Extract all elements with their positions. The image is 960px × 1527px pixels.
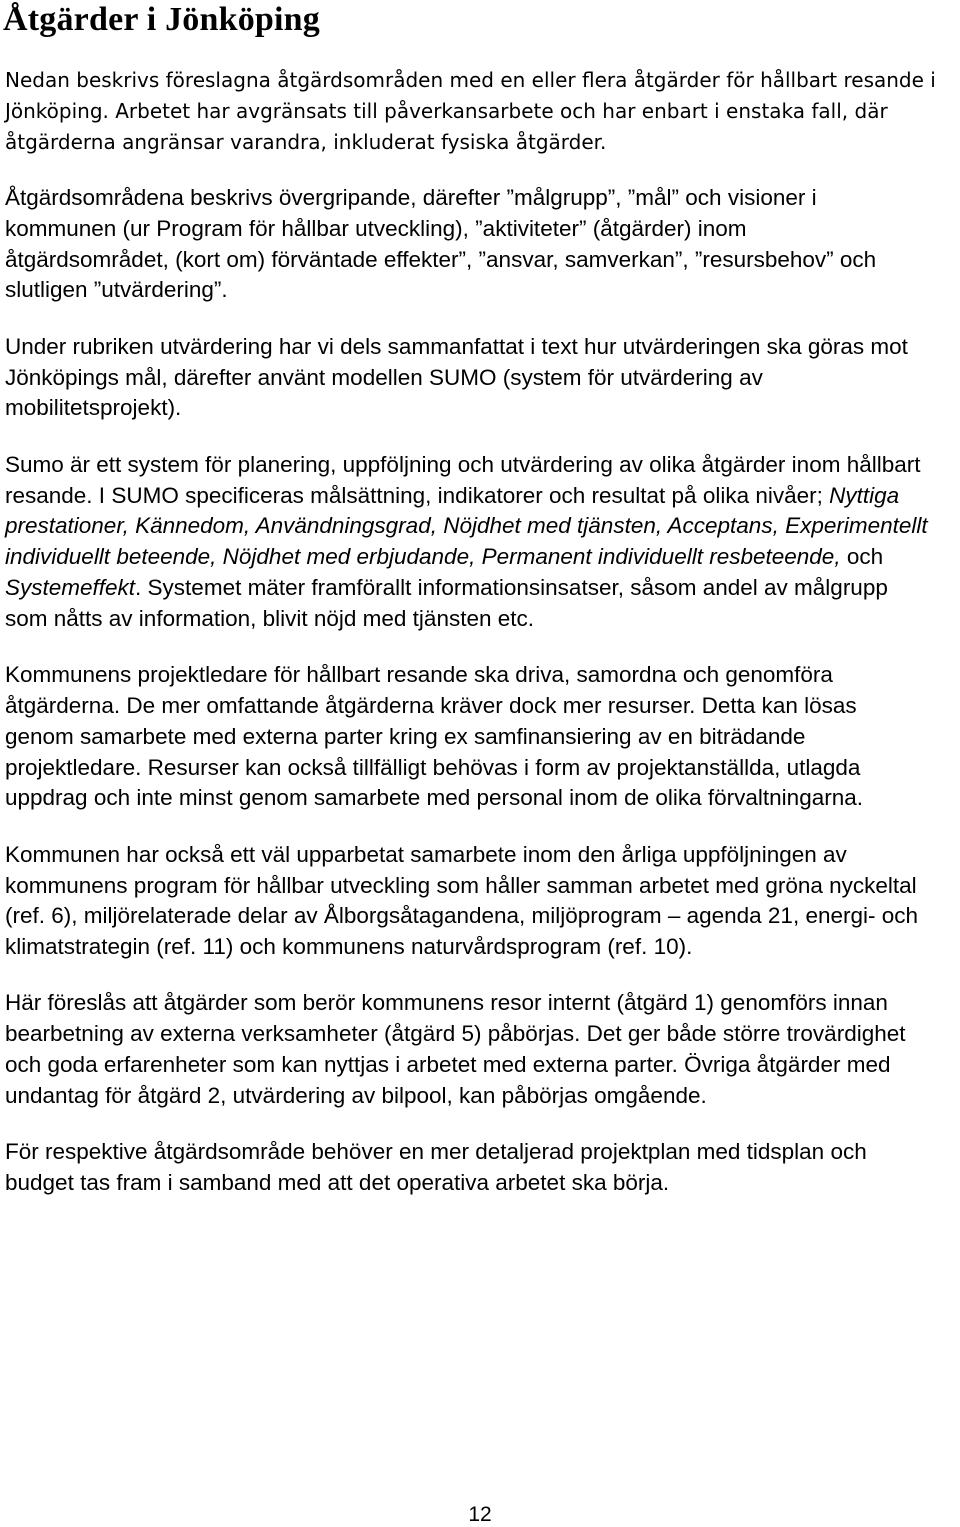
page-number: 12 — [468, 1503, 492, 1526]
text-line — [5, 393, 955, 424]
line-text: mobilitetsprojekt). — [5, 395, 182, 421]
line-text: kommunen (ur Program för hållbar utveckling), ”aktiviteter” (åtgärder) inom — [5, 215, 747, 241]
line-text: och goda erfarenheter som kan nyttjas i arbetet med externa parter. Övriga åtgärder med — [5, 1052, 891, 1078]
line-text: åtgärderna angränsar varandra, inkluderat fysiska åtgärder. — [5, 129, 607, 154]
text-line — [5, 1019, 955, 1050]
italic-term: individuellt beteende, Nöjdhet med erbjudande, Permanent individuellt resbeteende, — [5, 544, 841, 570]
paragraph-evaluation — [5, 332, 955, 424]
text-line — [5, 1081, 955, 1112]
text-line — [5, 783, 955, 814]
text-line — [5, 932, 955, 963]
text-line — [5, 363, 955, 394]
page-title: Åtgärder i Jönköping — [3, 1, 320, 38]
line-text — [5, 450, 921, 481]
paragraph-intro — [5, 65, 955, 157]
line-text — [5, 542, 883, 573]
line-text — [5, 511, 928, 542]
line-text — [5, 481, 899, 512]
text-segment: Sumo är ett system för planering, uppföljning och utvärdering av olika åtgärder inom hållbart — [5, 451, 921, 477]
text-segment: och — [840, 544, 884, 570]
text-line — [5, 604, 955, 635]
text-line — [5, 840, 955, 871]
text-line — [5, 332, 955, 363]
text-line — [5, 1050, 955, 1081]
line-text: kommunens program för hållbar utveckling som håller samman arbetet med gröna nyckeltal — [5, 872, 917, 898]
line-text — [5, 573, 888, 604]
text-line — [5, 127, 955, 158]
line-text: projektledare. Resurser kan också tillfälligt behövas i form av projektanställda, utlagda — [5, 754, 861, 780]
line-text: Här föreslås att åtgärder som berör kommunens resor internt (åtgärd 1) genomförs innan — [5, 990, 888, 1016]
line-text: klimatstrategin (ref. 11) och kommunens naturvårdsprogram (ref. 10). — [5, 934, 693, 960]
text-line — [5, 660, 955, 691]
line-text: Kommunen har också ett väl upparbetat samarbete inom den årliga uppföljningen av — [5, 841, 847, 867]
document-body — [5, 65, 955, 1224]
text-line — [5, 183, 955, 214]
text-line — [5, 753, 955, 784]
text-line — [5, 96, 955, 127]
text-line — [5, 481, 955, 512]
italic-term: prestationer, Kännedom, Användningsgrad, Nöjdhet med tjänsten, Acceptans, Experimentellt — [5, 513, 928, 539]
italic-term: Nyttiga — [829, 482, 900, 508]
paragraph-project-lead — [5, 660, 955, 814]
line-text: undantag för åtgärd 2, utvärdering av bilpool, kan påbörjas omgående. — [5, 1082, 707, 1108]
italic-term: Systemeffekt — [5, 574, 136, 600]
text-line — [5, 988, 955, 1019]
text-line — [5, 245, 955, 276]
paragraph-sumo — [5, 450, 955, 635]
line-text: Kommunens projektledare för hållbart resande ska driva, samordna och genomföra — [5, 662, 833, 688]
text-segment: som nåtts av information, blivit nöjd med tjänsten etc. — [5, 605, 535, 631]
text-segment: . Systemet mäter framförallt informationsinsatser, såsom andel av målgrupp — [135, 574, 888, 600]
text-line — [5, 1168, 955, 1199]
line-text: Åtgärdsområdena beskrivs övergripande, därefter ”målgrupp”, ”mål” och visioner i — [5, 184, 817, 210]
text-line — [5, 65, 955, 96]
paragraph-priority — [5, 988, 955, 1111]
text-line — [5, 901, 955, 932]
text-segment: resande. I SUMO specificeras målsättning, indikatorer och resultat på olika nivåer; — [5, 482, 830, 508]
line-text: budget tas fram i samband med att det operativa arbetet ska börja. — [5, 1170, 670, 1196]
line-text — [5, 604, 534, 635]
text-line — [5, 722, 955, 753]
line-text: Jönköpings mål, därefter använt modellen SUMO (system för utvärdering av — [5, 364, 763, 390]
line-text: slutligen ”utvärdering”. — [5, 277, 228, 303]
line-text: Under rubriken utvärdering har vi dels sammanfattat i text hur utvärderingen ska göras mot — [5, 333, 908, 359]
text-line — [5, 691, 955, 722]
line-text: genom samarbete med externa parter kring ex samfinansiering av en biträdande — [5, 723, 806, 749]
line-text: För respektive åtgärdsområde behöver en mer detaljerad projektplan med tidsplan och — [5, 1139, 867, 1165]
paragraph-planning — [5, 1137, 955, 1199]
text-line — [5, 1137, 955, 1168]
line-text: uppdrag och inte minst genom samarbete med personal inom de olika förvaltningarna. — [5, 785, 863, 811]
paragraph-structure — [5, 183, 955, 306]
line-text: åtgärderna. De mer omfattande åtgärderna kräver dock mer resurser. Detta kan lösas — [5, 692, 857, 718]
line-text: (ref. 6), miljörelaterade delar av Ålborgsåtagandena, miljöprogram – agenda 21, energi- och — [5, 903, 919, 929]
line-text: åtgärdsområdet, (kort om) förväntade effekter”, ”ansvar, samverkan”, ”resursbehov” och — [5, 246, 877, 272]
text-line — [5, 214, 955, 245]
text-line — [5, 450, 955, 481]
text-line — [5, 573, 955, 604]
line-text: Nedan beskrivs föreslagna åtgärdsområden med en eller flera åtgärder för hållbart resande i — [5, 68, 936, 92]
paragraph-cooperation — [5, 840, 955, 963]
text-line — [5, 871, 955, 902]
line-text: bearbetning av externa verksamheter (åtgärd 5) påbörjas. Det ger både större trovärdighet — [5, 1021, 906, 1047]
text-line — [5, 511, 955, 542]
line-text: Jönköping. Arbetet har avgränsats till påverkansarbete och har enbart i enstaka fall, där — [5, 98, 888, 123]
text-line — [5, 275, 955, 306]
text-line — [5, 542, 955, 573]
